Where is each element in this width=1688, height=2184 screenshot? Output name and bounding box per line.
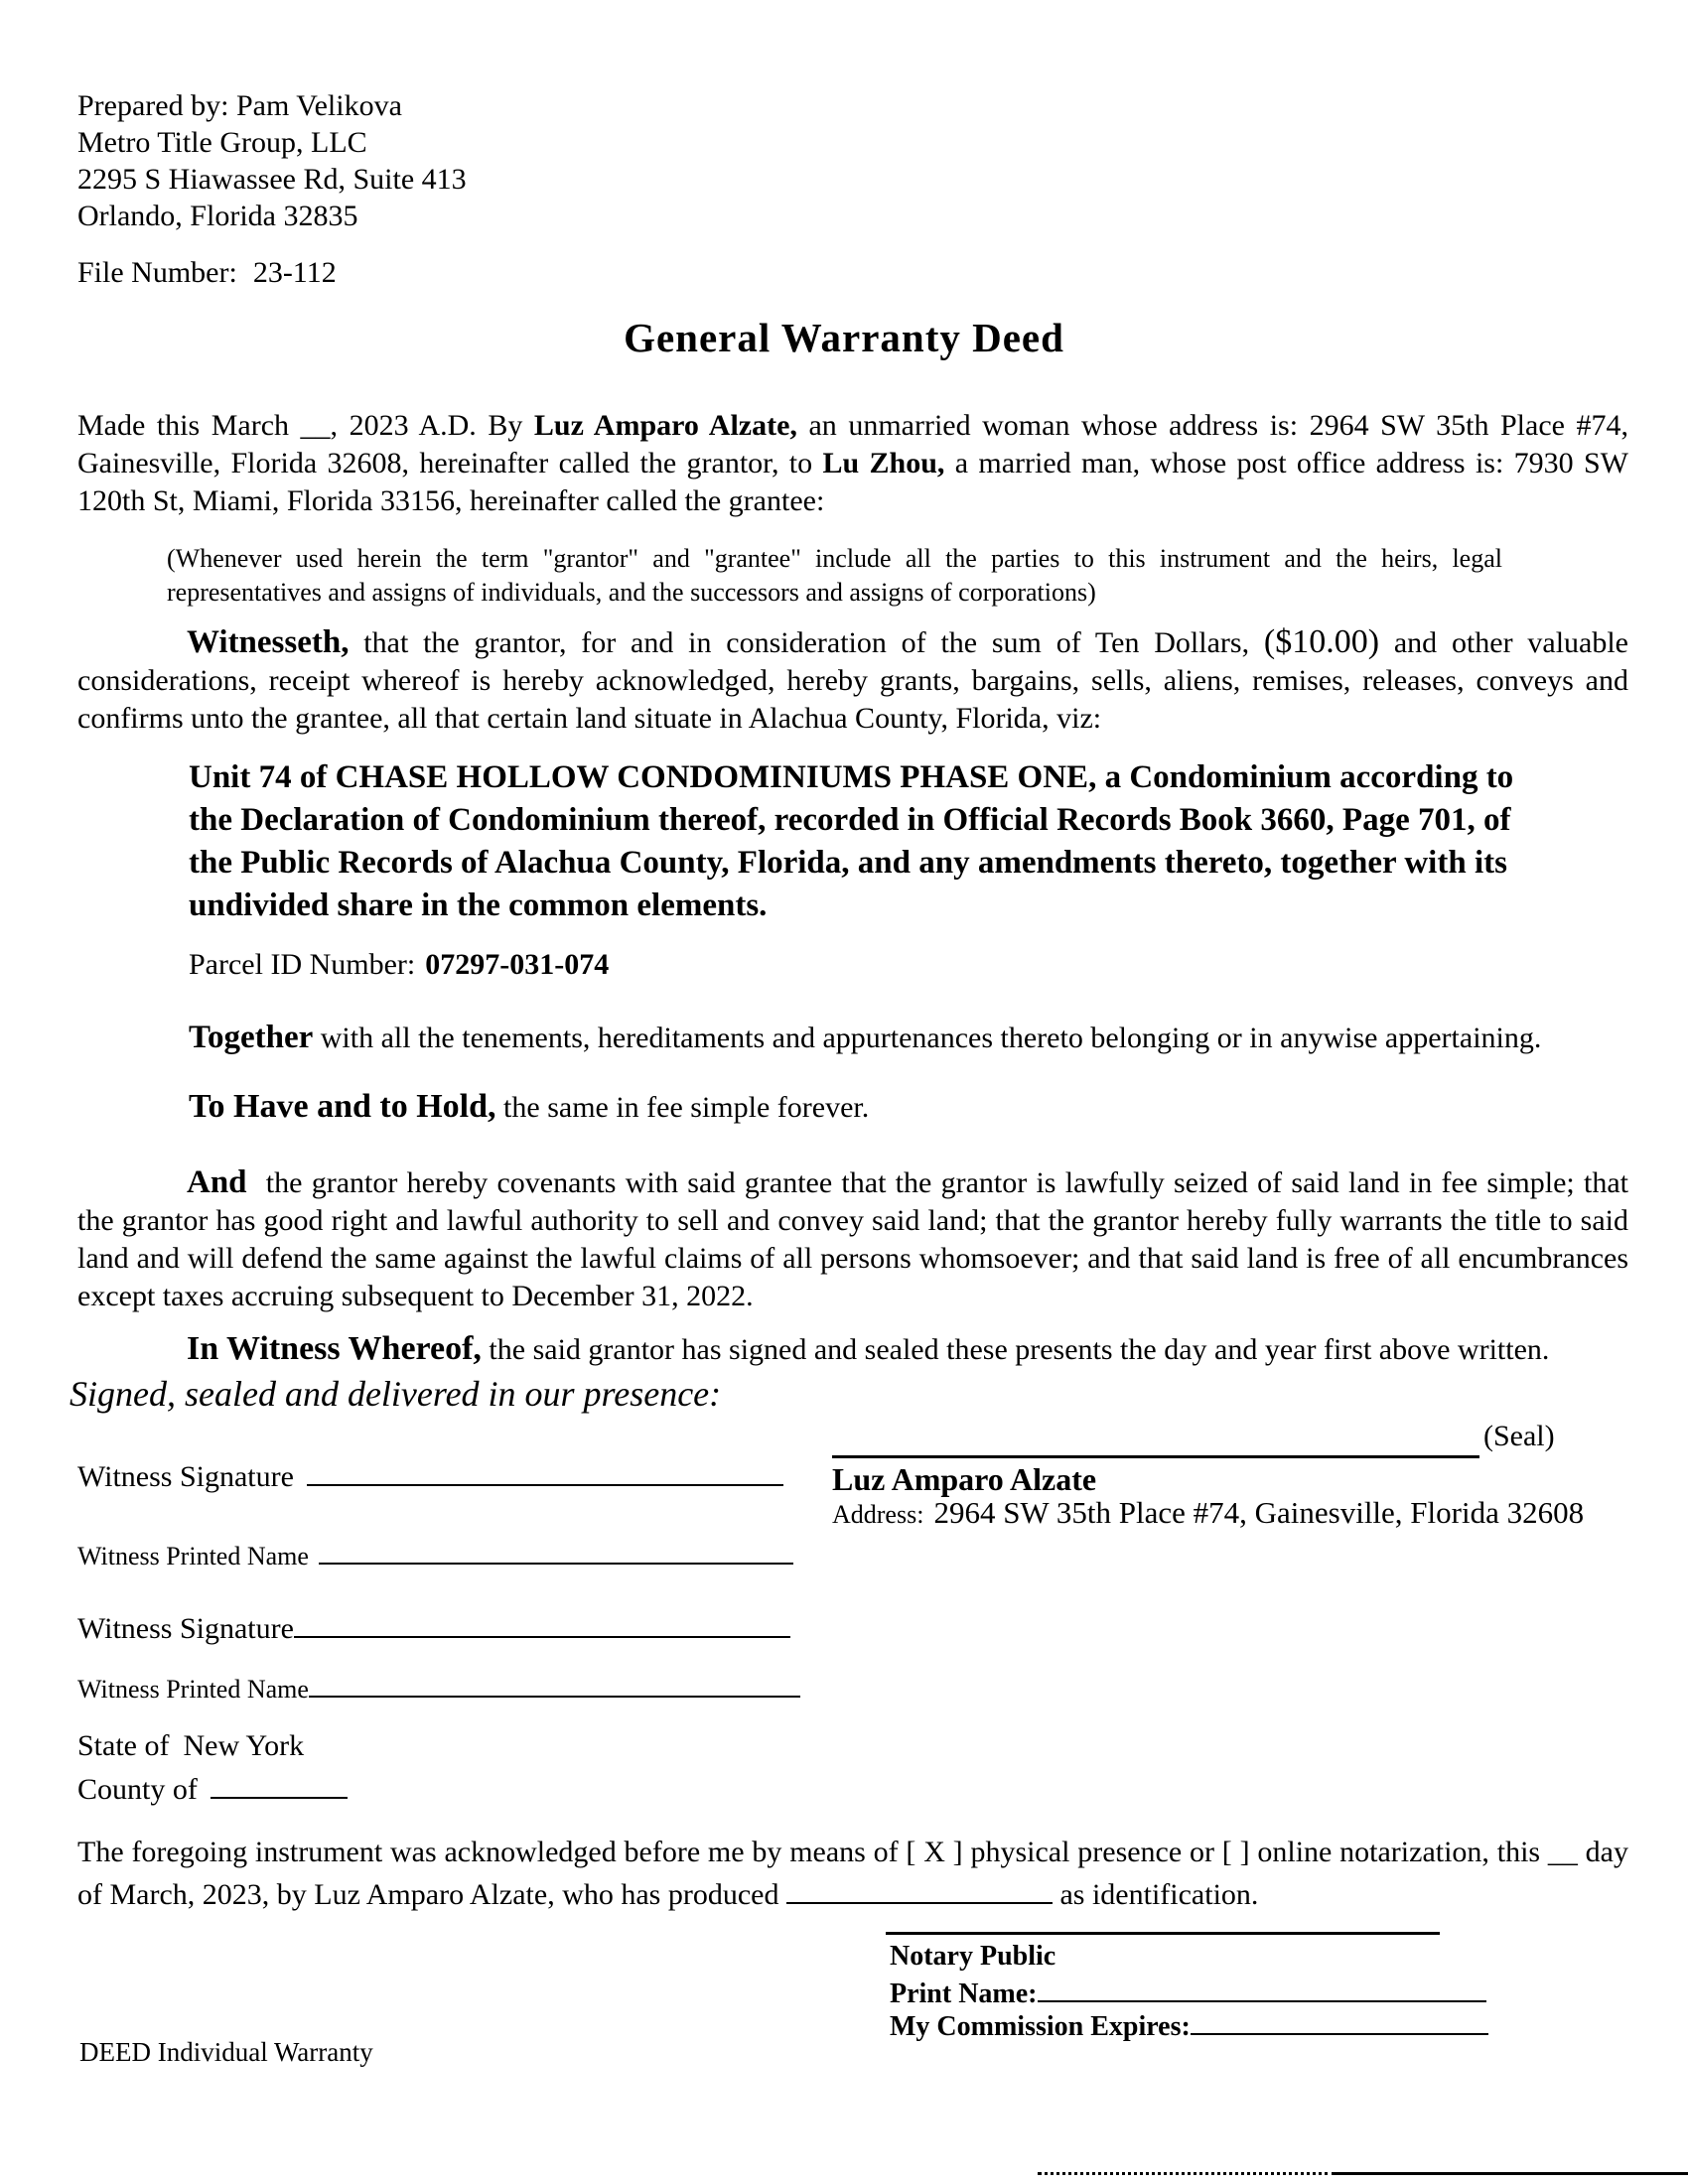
witness2-printed-row (77, 1670, 800, 1705)
file-number-value: 23-112 (252, 256, 337, 289)
footer-doc-type: DEED Individual Warranty (79, 2037, 373, 2067)
identification-blank-line (786, 1872, 1053, 1904)
granting-clause (77, 407, 1628, 520)
file-number-row (77, 254, 337, 292)
notary-signature-line (886, 1932, 1440, 1935)
county-label: County of (77, 1773, 198, 1806)
legal-description: Unit 74 of CHASE HOLLOW CONDOMINIUMS PHASE ONE, a Condominium according to the Declaration of Condominium thereof, recorded in Official Records Book 3660, Page 701, of the Public Records of Alachua County, Florida, and any amendments thereto, together with its undivided share in the common elements. (189, 759, 1514, 923)
witness1-printed-label: Witness Printed Name (77, 1542, 309, 1570)
grantor-address-row (832, 1495, 1584, 1531)
grantor-name: Luz Amparo Alzate, (533, 409, 797, 442)
covenant-lead: And (187, 1164, 247, 1200)
presence-line: Signed, sealed and delivered in our presence: (70, 1374, 722, 1414)
witnesseth-paragraph (77, 623, 1628, 738)
notary-print-name-label: Print Name: (890, 1979, 1038, 2009)
state-value: New York (183, 1729, 305, 1762)
together-clause (189, 1019, 1541, 1057)
state-label: State of (77, 1729, 170, 1762)
grantor-signature-line (832, 1428, 1479, 1458)
in-witness-text: the said grantor has signed and sealed these presents the day and year first above written. (481, 1333, 1550, 1366)
county-blank-line (211, 1767, 348, 1799)
document-title: General Warranty Deed (624, 315, 1064, 360)
grantor-printed-name: Luz Amparo Alzate (832, 1461, 1097, 1497)
witness1-signature-row (77, 1454, 783, 1496)
acknowledgment-text: The foregoing instrument was acknowledged before me by means of [ X ] physical presence or [ ] online notarization, this __ day of March, 2023, by Luz Amparo Alzate, who has produced (77, 1836, 1628, 1911)
witnesseth-lead: Witnesseth, (187, 624, 350, 660)
preparer-line: 2295 S Hiawassee Rd, Suite 413 (77, 163, 467, 196)
habendum-clause (189, 1088, 869, 1127)
preparer-line: Orlando, Florida 32835 (77, 200, 358, 232)
consideration-amount: ($10.00) (1263, 623, 1380, 660)
covenant-text: the grantor hereby covenants with said grantee that the grantor is lawfully seized of said land in fee simple; that the grantor has good right and lawful authority to sell and convey said land; that the grantor hereby fully warrants the title to said land and will defend the same against the lawful claims of all persons whomsoever; and that said land is free of all encumbrances except taxes accruing subsequent to December 31, 2022. (77, 1166, 1628, 1312)
witness2-signature-line (294, 1606, 790, 1638)
file-number-label: File Number: (77, 256, 237, 289)
preparer-block (77, 87, 467, 234)
witness1-printed-row (77, 1537, 793, 1571)
notary-public-label: Notary Public (890, 1941, 1056, 1972)
commission-expires-label: My Commission Expires: (890, 2011, 1191, 2042)
parcel-id-label: Parcel ID Number: (189, 948, 416, 981)
witnesseth-text: and other valuable considerations, receipt whereof is hereby acknowledged, hereby grants, bargains, sells, aliens, remises, releases, conveys and confirms unto the grantee, all that certain land situate in Alachua County, Florida, viz: (77, 626, 1628, 735)
scan-artifact-line (1038, 2156, 1336, 2175)
seal-label: (Seal) (1483, 1420, 1555, 1452)
habendum-lead: To Have and to Hold, (189, 1088, 496, 1125)
together-text: with all the tenements, hereditaments and appurtenances thereto belonging or in anywise appertaining. (313, 1022, 1542, 1054)
parenthetical-note: (Whenever used herein the term "grantor" and "grantee" include all the parties to this instrument and the heirs, legal representatives and assigns of individuals, and the successors and assigns of corporations) (167, 544, 1502, 607)
witness2-printed-label: Witness Printed Name (77, 1675, 309, 1704)
granting-clause-text: Made this March __, 2023 A.D. By (77, 409, 534, 442)
scan-artifact-line (1336, 2156, 1688, 2175)
witness2-signature-label: Witness Signature (77, 1612, 294, 1645)
notary-print-name-line (1038, 1973, 1486, 2002)
granting-clause-text: a married man, whose post office address is: 7930 SW 120th St, Miami, Florida 33156, hereinafter called the grantee: (77, 447, 1628, 517)
preparer-line: Prepared by: Pam Velikova (77, 89, 402, 122)
witness2-printed-line (309, 1670, 800, 1698)
state-line (77, 1727, 304, 1765)
granting-clause-text: an unmarried woman whose address is: 2964 SW 35th Place #74, Gainesville, Florida 32608, hereinafter called the grantor, to (77, 409, 1628, 479)
commission-expires-line (1191, 2005, 1488, 2035)
habendum-text: the same in fee simple forever. (495, 1091, 870, 1124)
together-lead: Together (189, 1020, 314, 1055)
witness1-signature-line (307, 1454, 783, 1486)
parcel-id-value: 07297-031-074 (425, 948, 610, 981)
commission-expires-row (890, 2005, 1488, 2043)
grantor-address-label: Address: (832, 1500, 924, 1529)
witness2-signature-row (77, 1606, 790, 1648)
grantee-name: Lu Zhou, (822, 447, 945, 479)
covenant-paragraph (77, 1163, 1628, 1315)
in-witness-clause (77, 1330, 1628, 1369)
acknowledgment-text: as identification. (1052, 1878, 1259, 1911)
witness1-printed-line (319, 1537, 793, 1565)
acknowledgment-paragraph (77, 1833, 1628, 1915)
county-line (77, 1767, 348, 1809)
parcel-id-row (189, 946, 609, 984)
preparer-line: Metro Title Group, LLC (77, 126, 367, 159)
witnesseth-text: that the grantor, for and in consideration of the sum of Ten Dollars, (349, 626, 1264, 659)
witness1-signature-label: Witness Signature (77, 1460, 294, 1493)
in-witness-lead: In Witness Whereof, (187, 1330, 482, 1367)
grantor-address-value: 2964 SW 35th Place #74, Gainesville, Florida 32608 (933, 1495, 1585, 1530)
